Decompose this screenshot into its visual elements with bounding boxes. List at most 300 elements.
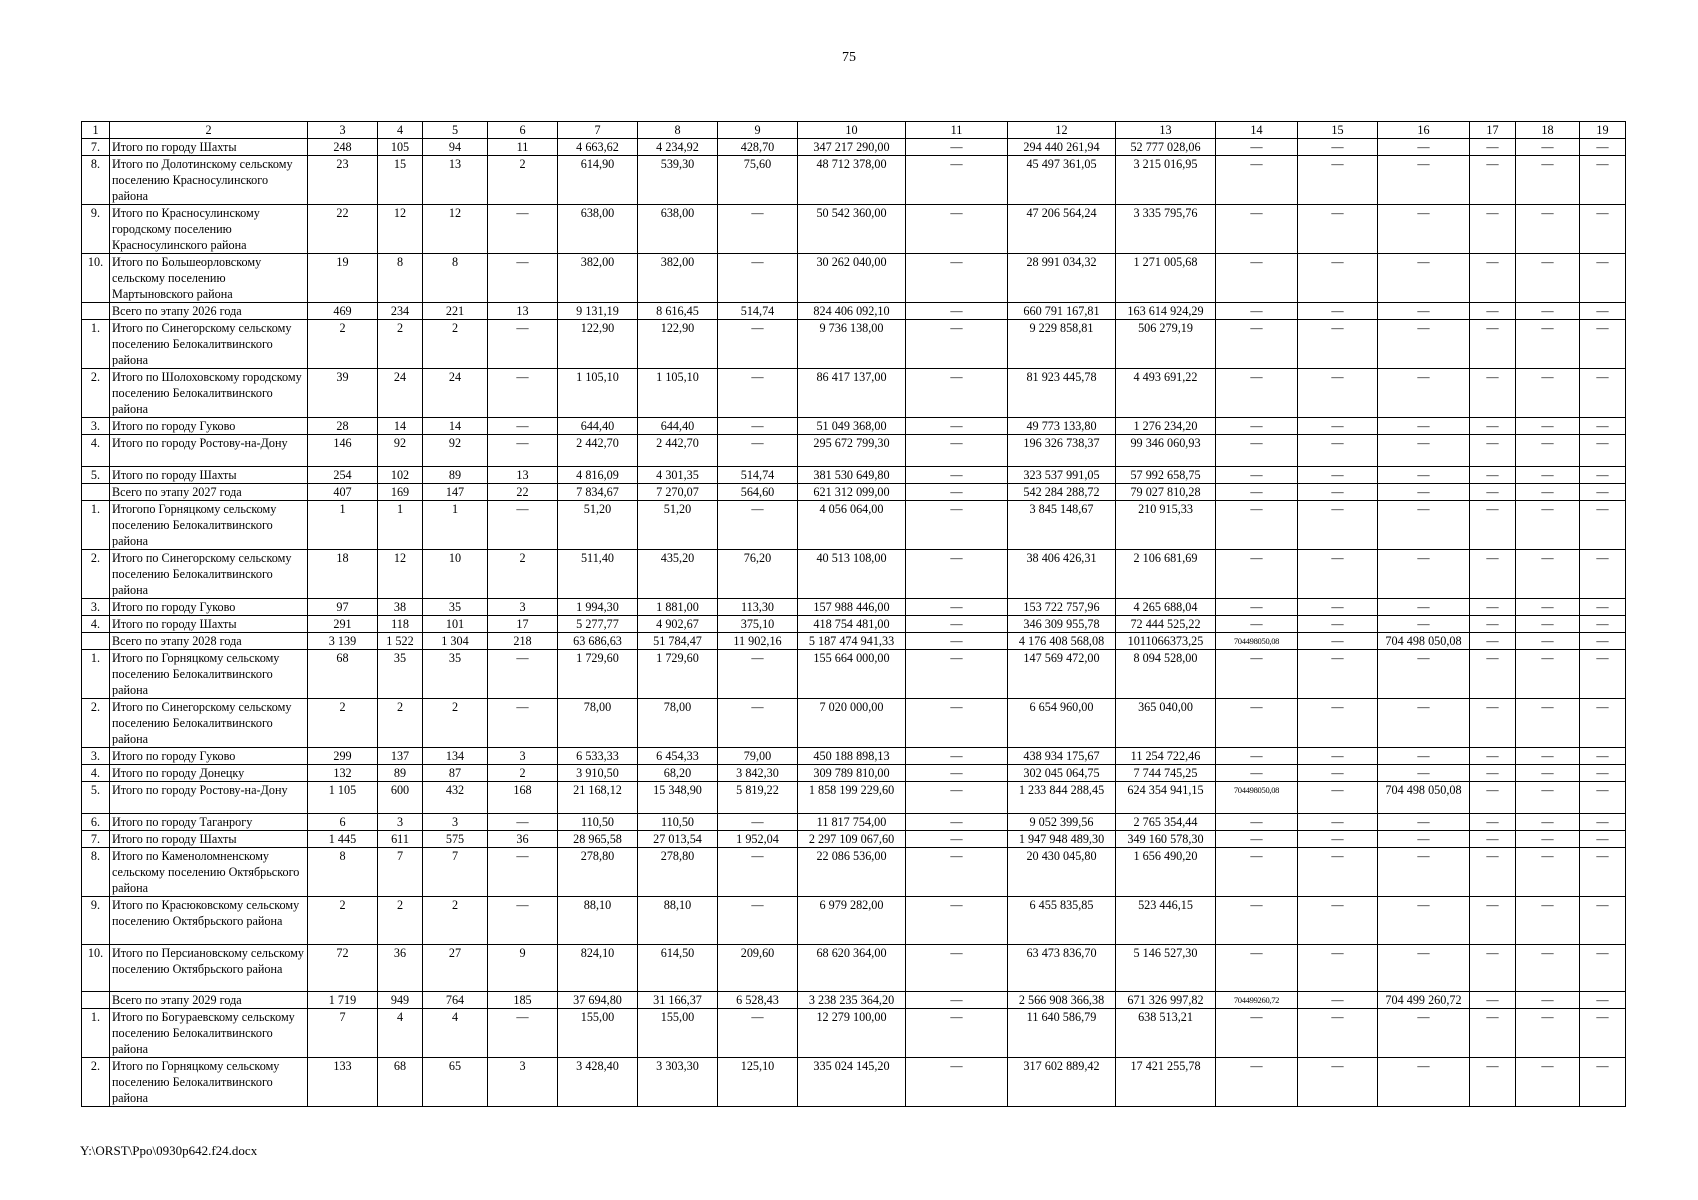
- header-cell: 4: [378, 122, 423, 139]
- value-cell: 146: [308, 435, 378, 467]
- value-cell: 564,60: [718, 484, 798, 501]
- value-cell: 92: [378, 435, 423, 467]
- value-cell: 133: [308, 1058, 378, 1107]
- value-cell: 11 254 722,46: [1116, 748, 1216, 765]
- value-cell: —: [1470, 320, 1516, 369]
- value-cell: 3 139: [308, 633, 378, 650]
- value-cell: —: [1216, 139, 1298, 156]
- value-cell: —: [1216, 303, 1298, 320]
- value-cell: —: [1216, 599, 1298, 616]
- value-cell: 113,30: [718, 599, 798, 616]
- header-cell: 10: [798, 122, 906, 139]
- value-cell: 2 765 354,44: [1116, 814, 1216, 831]
- value-cell: —: [1216, 205, 1298, 254]
- value-cell: —: [1516, 1009, 1580, 1058]
- stage-total-row: [82, 484, 1626, 501]
- value-cell: 1 947 948 489,30: [1008, 831, 1116, 848]
- value-cell: 638,00: [638, 205, 718, 254]
- value-cell: 38 406 426,31: [1008, 550, 1116, 599]
- value-cell: —: [1470, 944, 1516, 992]
- value-cell: —: [718, 320, 798, 369]
- value-cell: —: [906, 748, 1008, 765]
- value-cell: 1 105: [308, 782, 378, 814]
- value-cell: —: [1298, 303, 1378, 320]
- value-cell: —: [1378, 501, 1470, 550]
- value-cell: —: [1298, 944, 1378, 992]
- value-cell: 20 430 045,80: [1008, 848, 1116, 897]
- value-cell: —: [906, 320, 1008, 369]
- value-cell: —: [1216, 699, 1298, 748]
- value-cell: —: [718, 435, 798, 467]
- table-row: [82, 320, 1626, 369]
- value-cell: 36: [488, 831, 558, 848]
- value-cell: 2: [423, 320, 488, 369]
- value-cell: —: [1378, 765, 1470, 782]
- value-cell: —: [906, 814, 1008, 831]
- value-cell: 1 105,10: [638, 369, 718, 418]
- header-cell: 1: [82, 122, 110, 139]
- row-label-cell: Итого по Синегорскому сельскому поселению Белокалитвинского района: [110, 550, 308, 599]
- value-cell: —: [1516, 418, 1580, 435]
- value-cell: 3 303,30: [638, 1058, 718, 1107]
- value-cell: —: [1470, 699, 1516, 748]
- table-row: [82, 435, 1626, 467]
- row-label-cell: Всего по этапу 2028 года: [110, 633, 308, 650]
- value-cell: —: [1298, 484, 1378, 501]
- value-cell: —: [1580, 599, 1626, 616]
- table-row: [82, 831, 1626, 848]
- row-number-cell: 3.: [82, 599, 110, 616]
- value-cell: —: [1580, 467, 1626, 484]
- value-cell: 3 215 016,95: [1116, 156, 1216, 205]
- value-cell: 349 160 578,30: [1116, 831, 1216, 848]
- value-cell: —: [906, 992, 1008, 1009]
- value-cell: —: [1298, 467, 1378, 484]
- value-cell: —: [1470, 1058, 1516, 1107]
- table-row: [82, 205, 1626, 254]
- value-cell: 81 923 445,78: [1008, 369, 1116, 418]
- value-cell: 435,20: [638, 550, 718, 599]
- value-cell: 7: [378, 848, 423, 897]
- value-cell: —: [1580, 369, 1626, 418]
- value-cell: —: [1298, 814, 1378, 831]
- value-cell: —: [1298, 418, 1378, 435]
- value-cell: —: [1580, 831, 1626, 848]
- row-number-cell: 1.: [82, 320, 110, 369]
- value-cell: —: [906, 650, 1008, 699]
- value-cell: 221: [423, 303, 488, 320]
- value-cell: 30 262 040,00: [798, 254, 906, 303]
- value-cell: 764: [423, 992, 488, 1009]
- value-cell: 4 234,92: [638, 139, 718, 156]
- value-cell: 542 284 288,72: [1008, 484, 1116, 501]
- value-cell: —: [1580, 550, 1626, 599]
- value-cell: 1: [378, 501, 423, 550]
- value-cell: 65: [423, 1058, 488, 1107]
- row-label-cell: Итого по городу Ростову-на-Дону: [110, 435, 308, 467]
- value-cell: 63 473 836,70: [1008, 944, 1116, 992]
- value-cell: —: [718, 254, 798, 303]
- row-label-cell: Итого по городу Ростову-на-Дону: [110, 782, 308, 814]
- value-cell: 704498050,08: [1216, 782, 1298, 814]
- value-cell: —: [1216, 944, 1298, 992]
- value-cell: —: [1216, 897, 1298, 945]
- value-cell: 28 965,58: [558, 831, 638, 848]
- value-cell: —: [1516, 992, 1580, 1009]
- value-cell: 3: [488, 748, 558, 765]
- value-cell: —: [1378, 848, 1470, 897]
- value-cell: 234: [378, 303, 423, 320]
- value-cell: 3: [378, 814, 423, 831]
- row-number-cell: 9.: [82, 897, 110, 945]
- value-cell: 1011066373,25: [1116, 633, 1216, 650]
- value-cell: —: [1378, 205, 1470, 254]
- value-cell: —: [488, 650, 558, 699]
- value-cell: 14: [423, 418, 488, 435]
- value-cell: —: [1216, 1009, 1298, 1058]
- value-cell: 51 784,47: [638, 633, 718, 650]
- value-cell: —: [1378, 139, 1470, 156]
- value-cell: 704498050,08: [1216, 633, 1298, 650]
- value-cell: —: [906, 782, 1008, 814]
- value-cell: —: [1216, 320, 1298, 369]
- value-cell: 2 106 681,69: [1116, 550, 1216, 599]
- value-cell: 89: [423, 467, 488, 484]
- header-cell: 3: [308, 122, 378, 139]
- value-cell: —: [1580, 320, 1626, 369]
- value-cell: —: [488, 369, 558, 418]
- row-label-cell: Итого по городу Таганрогу: [110, 814, 308, 831]
- value-cell: 7 744 745,25: [1116, 765, 1216, 782]
- value-cell: 9 229 858,81: [1008, 320, 1116, 369]
- table-row: [82, 944, 1626, 992]
- value-cell: 24: [423, 369, 488, 418]
- table-row: [82, 139, 1626, 156]
- value-cell: —: [1378, 699, 1470, 748]
- value-cell: 94: [423, 139, 488, 156]
- value-cell: —: [1378, 156, 1470, 205]
- row-number-cell: [82, 484, 110, 501]
- value-cell: 72 444 525,22: [1116, 616, 1216, 633]
- value-cell: —: [1516, 633, 1580, 650]
- row-number-cell: [82, 633, 110, 650]
- value-cell: 78,00: [558, 699, 638, 748]
- value-cell: 624 354 941,15: [1116, 782, 1216, 814]
- value-cell: —: [1470, 782, 1516, 814]
- row-label-cell: Итого по Каменоломненскому сельскому поселению Октябрьского района: [110, 848, 308, 897]
- value-cell: —: [1216, 831, 1298, 848]
- value-cell: 2: [378, 699, 423, 748]
- value-cell: —: [1516, 435, 1580, 467]
- value-cell: —: [1516, 254, 1580, 303]
- row-number-cell: 4.: [82, 435, 110, 467]
- value-cell: 382,00: [638, 254, 718, 303]
- row-number-cell: 7.: [82, 831, 110, 848]
- value-cell: 40 513 108,00: [798, 550, 906, 599]
- value-cell: 196 326 738,37: [1008, 435, 1116, 467]
- value-cell: —: [906, 599, 1008, 616]
- value-cell: 660 791 167,81: [1008, 303, 1116, 320]
- value-cell: —: [906, 254, 1008, 303]
- value-cell: —: [718, 650, 798, 699]
- row-number-cell: 2.: [82, 550, 110, 599]
- value-cell: 39: [308, 369, 378, 418]
- value-cell: 600: [378, 782, 423, 814]
- value-cell: 2: [378, 320, 423, 369]
- table-row: [82, 501, 1626, 550]
- value-cell: —: [1580, 139, 1626, 156]
- value-cell: —: [1516, 550, 1580, 599]
- value-cell: —: [1470, 1009, 1516, 1058]
- row-number-cell: 2.: [82, 1058, 110, 1107]
- table-row: [82, 550, 1626, 599]
- value-cell: —: [1216, 418, 1298, 435]
- row-label-cell: Итого по Долотинскому сельскому поселению Красносулинского района: [110, 156, 308, 205]
- value-cell: 11: [488, 139, 558, 156]
- value-cell: 4 056 064,00: [798, 501, 906, 550]
- value-cell: 302 045 064,75: [1008, 765, 1116, 782]
- value-cell: —: [1470, 418, 1516, 435]
- value-cell: 3 238 235 364,20: [798, 992, 906, 1009]
- value-cell: 75,60: [718, 156, 798, 205]
- header-cell: 12: [1008, 122, 1116, 139]
- header-cell: 2: [110, 122, 308, 139]
- value-cell: —: [1516, 484, 1580, 501]
- value-cell: —: [1298, 782, 1378, 814]
- value-cell: 4: [378, 1009, 423, 1058]
- value-cell: —: [1378, 369, 1470, 418]
- value-cell: —: [718, 848, 798, 897]
- value-cell: —: [1516, 320, 1580, 369]
- value-cell: 644,40: [638, 418, 718, 435]
- value-cell: 254: [308, 467, 378, 484]
- value-cell: 47 206 564,24: [1008, 205, 1116, 254]
- value-cell: 132: [308, 765, 378, 782]
- value-cell: 4 902,67: [638, 616, 718, 633]
- value-cell: —: [1298, 897, 1378, 945]
- value-cell: —: [1216, 156, 1298, 205]
- value-cell: 11 640 586,79: [1008, 1009, 1116, 1058]
- value-cell: —: [1298, 599, 1378, 616]
- row-label-cell: Итого по городу Шахты: [110, 139, 308, 156]
- value-cell: 2: [308, 320, 378, 369]
- value-cell: 86 417 137,00: [798, 369, 906, 418]
- value-cell: —: [1580, 782, 1626, 814]
- value-cell: 50 542 360,00: [798, 205, 906, 254]
- row-label-cell: Итого по Горняцкому сельскому поселению Белокалитвинского района: [110, 1058, 308, 1107]
- value-cell: 638 513,21: [1116, 1009, 1216, 1058]
- value-cell: —: [1378, 650, 1470, 699]
- row-label-cell: Итого по городу Шахты: [110, 616, 308, 633]
- value-cell: 10: [423, 550, 488, 599]
- row-number-cell: [82, 303, 110, 320]
- value-cell: 31 166,37: [638, 992, 718, 1009]
- value-cell: —: [1470, 848, 1516, 897]
- table-row: [82, 782, 1626, 814]
- value-cell: 27 013,54: [638, 831, 718, 848]
- value-cell: 9 736 138,00: [798, 320, 906, 369]
- value-cell: —: [1516, 650, 1580, 699]
- value-cell: 101: [423, 616, 488, 633]
- value-cell: 1 233 844 288,45: [1008, 782, 1116, 814]
- value-cell: —: [1580, 303, 1626, 320]
- value-cell: 621 312 099,00: [798, 484, 906, 501]
- row-label-cell: Всего по этапу 2029 года: [110, 992, 308, 1009]
- value-cell: 23: [308, 156, 378, 205]
- value-cell: —: [1216, 748, 1298, 765]
- row-label-cell: Итого по Шолоховскому городскому поселению Белокалитвинского района: [110, 369, 308, 418]
- value-cell: —: [1470, 156, 1516, 205]
- row-number-cell: 9.: [82, 205, 110, 254]
- value-cell: —: [1470, 501, 1516, 550]
- row-number-cell: 5.: [82, 782, 110, 814]
- value-cell: 4 493 691,22: [1116, 369, 1216, 418]
- value-cell: 125,10: [718, 1058, 798, 1107]
- value-cell: 294 440 261,94: [1008, 139, 1116, 156]
- value-cell: 13: [423, 156, 488, 205]
- value-cell: 614,50: [638, 944, 718, 992]
- header-cell: 5: [423, 122, 488, 139]
- value-cell: —: [906, 435, 1008, 467]
- value-cell: —: [1580, 748, 1626, 765]
- value-cell: 11 902,16: [718, 633, 798, 650]
- value-cell: 2: [308, 699, 378, 748]
- value-cell: —: [1378, 814, 1470, 831]
- value-cell: —: [1298, 765, 1378, 782]
- value-cell: 105: [378, 139, 423, 156]
- value-cell: 1 656 490,20: [1116, 848, 1216, 897]
- value-cell: 295 672 799,30: [798, 435, 906, 467]
- header-cell: 13: [1116, 122, 1216, 139]
- value-cell: 169: [378, 484, 423, 501]
- value-cell: —: [1516, 848, 1580, 897]
- value-cell: 949: [378, 992, 423, 1009]
- value-cell: —: [906, 1009, 1008, 1058]
- value-cell: —: [1470, 599, 1516, 616]
- row-label-cell: Итого по Богураевскому сельскому поселению Белокалитвинского района: [110, 1009, 308, 1058]
- value-cell: 309 789 810,00: [798, 765, 906, 782]
- value-cell: 12 279 100,00: [798, 1009, 906, 1058]
- value-cell: 18: [308, 550, 378, 599]
- value-cell: 381 530 649,80: [798, 467, 906, 484]
- value-cell: —: [718, 699, 798, 748]
- value-cell: 8: [378, 254, 423, 303]
- row-label-cell: Итого по Синегорскому сельскому поселению Белокалитвинского района: [110, 699, 308, 748]
- value-cell: 97: [308, 599, 378, 616]
- value-cell: 4: [423, 1009, 488, 1058]
- value-cell: —: [906, 699, 1008, 748]
- value-cell: —: [1298, 254, 1378, 303]
- value-cell: 68 620 364,00: [798, 944, 906, 992]
- value-cell: —: [1470, 205, 1516, 254]
- value-cell: 575: [423, 831, 488, 848]
- value-cell: 407: [308, 484, 378, 501]
- value-cell: —: [906, 303, 1008, 320]
- value-cell: 76,20: [718, 550, 798, 599]
- value-cell: 122,90: [638, 320, 718, 369]
- value-cell: —: [1216, 1058, 1298, 1107]
- stage-total-row: [82, 992, 1626, 1009]
- row-number-cell: 6.: [82, 814, 110, 831]
- value-cell: 163 614 924,29: [1116, 303, 1216, 320]
- value-cell: 6 528,43: [718, 992, 798, 1009]
- table-row: [82, 1058, 1626, 1107]
- value-cell: 35: [378, 650, 423, 699]
- value-cell: 88,10: [638, 897, 718, 945]
- value-cell: 63 686,63: [558, 633, 638, 650]
- value-cell: 824 406 092,10: [798, 303, 906, 320]
- row-label-cell: Всего по этапу 2027 года: [110, 484, 308, 501]
- header-cell: 6: [488, 122, 558, 139]
- header-cell: 18: [1516, 122, 1580, 139]
- value-cell: —: [906, 139, 1008, 156]
- table-row: [82, 254, 1626, 303]
- value-cell: 8: [308, 848, 378, 897]
- value-cell: 7 270,07: [638, 484, 718, 501]
- header-cell: 19: [1580, 122, 1626, 139]
- table-row: [82, 748, 1626, 765]
- value-cell: 168: [488, 782, 558, 814]
- value-cell: 346 309 955,78: [1008, 616, 1116, 633]
- value-cell: —: [906, 501, 1008, 550]
- value-cell: 134: [423, 748, 488, 765]
- value-cell: 2: [488, 550, 558, 599]
- value-cell: —: [1378, 599, 1470, 616]
- value-cell: —: [1580, 254, 1626, 303]
- row-label-cell: Итого по Горняцкому сельскому поселению Белокалитвинского района: [110, 650, 308, 699]
- value-cell: —: [1516, 369, 1580, 418]
- value-cell: 89: [378, 765, 423, 782]
- value-cell: —: [1516, 782, 1580, 814]
- row-number-cell: 2.: [82, 369, 110, 418]
- value-cell: 299: [308, 748, 378, 765]
- value-cell: —: [1516, 699, 1580, 748]
- value-cell: 323 537 991,05: [1008, 467, 1116, 484]
- value-cell: —: [1470, 303, 1516, 320]
- value-cell: —: [718, 369, 798, 418]
- value-cell: 11 817 754,00: [798, 814, 906, 831]
- value-cell: 209,60: [718, 944, 798, 992]
- row-number-cell: 10.: [82, 944, 110, 992]
- value-cell: 511,40: [558, 550, 638, 599]
- value-cell: —: [1298, 1009, 1378, 1058]
- value-cell: 2 297 109 067,60: [798, 831, 906, 848]
- table-body: [82, 122, 1626, 1107]
- value-cell: 185: [488, 992, 558, 1009]
- value-cell: 365 040,00: [1116, 699, 1216, 748]
- value-cell: 7 020 000,00: [798, 699, 906, 748]
- value-cell: —: [1378, 254, 1470, 303]
- value-cell: 1 729,60: [638, 650, 718, 699]
- value-cell: —: [1378, 467, 1470, 484]
- value-cell: 78,00: [638, 699, 718, 748]
- value-cell: 638,00: [558, 205, 638, 254]
- table-row: [82, 369, 1626, 418]
- value-cell: 317 602 889,42: [1008, 1058, 1116, 1107]
- data-table-container: [81, 121, 1625, 1107]
- value-cell: 1 994,30: [558, 599, 638, 616]
- value-cell: 1: [423, 501, 488, 550]
- value-cell: —: [1298, 1058, 1378, 1107]
- value-cell: 1 719: [308, 992, 378, 1009]
- value-cell: —: [1470, 435, 1516, 467]
- value-cell: —: [1216, 435, 1298, 467]
- table-row: [82, 765, 1626, 782]
- value-cell: 514,74: [718, 467, 798, 484]
- value-cell: 347 217 290,00: [798, 139, 906, 156]
- table-row: [82, 897, 1626, 945]
- value-cell: 19: [308, 254, 378, 303]
